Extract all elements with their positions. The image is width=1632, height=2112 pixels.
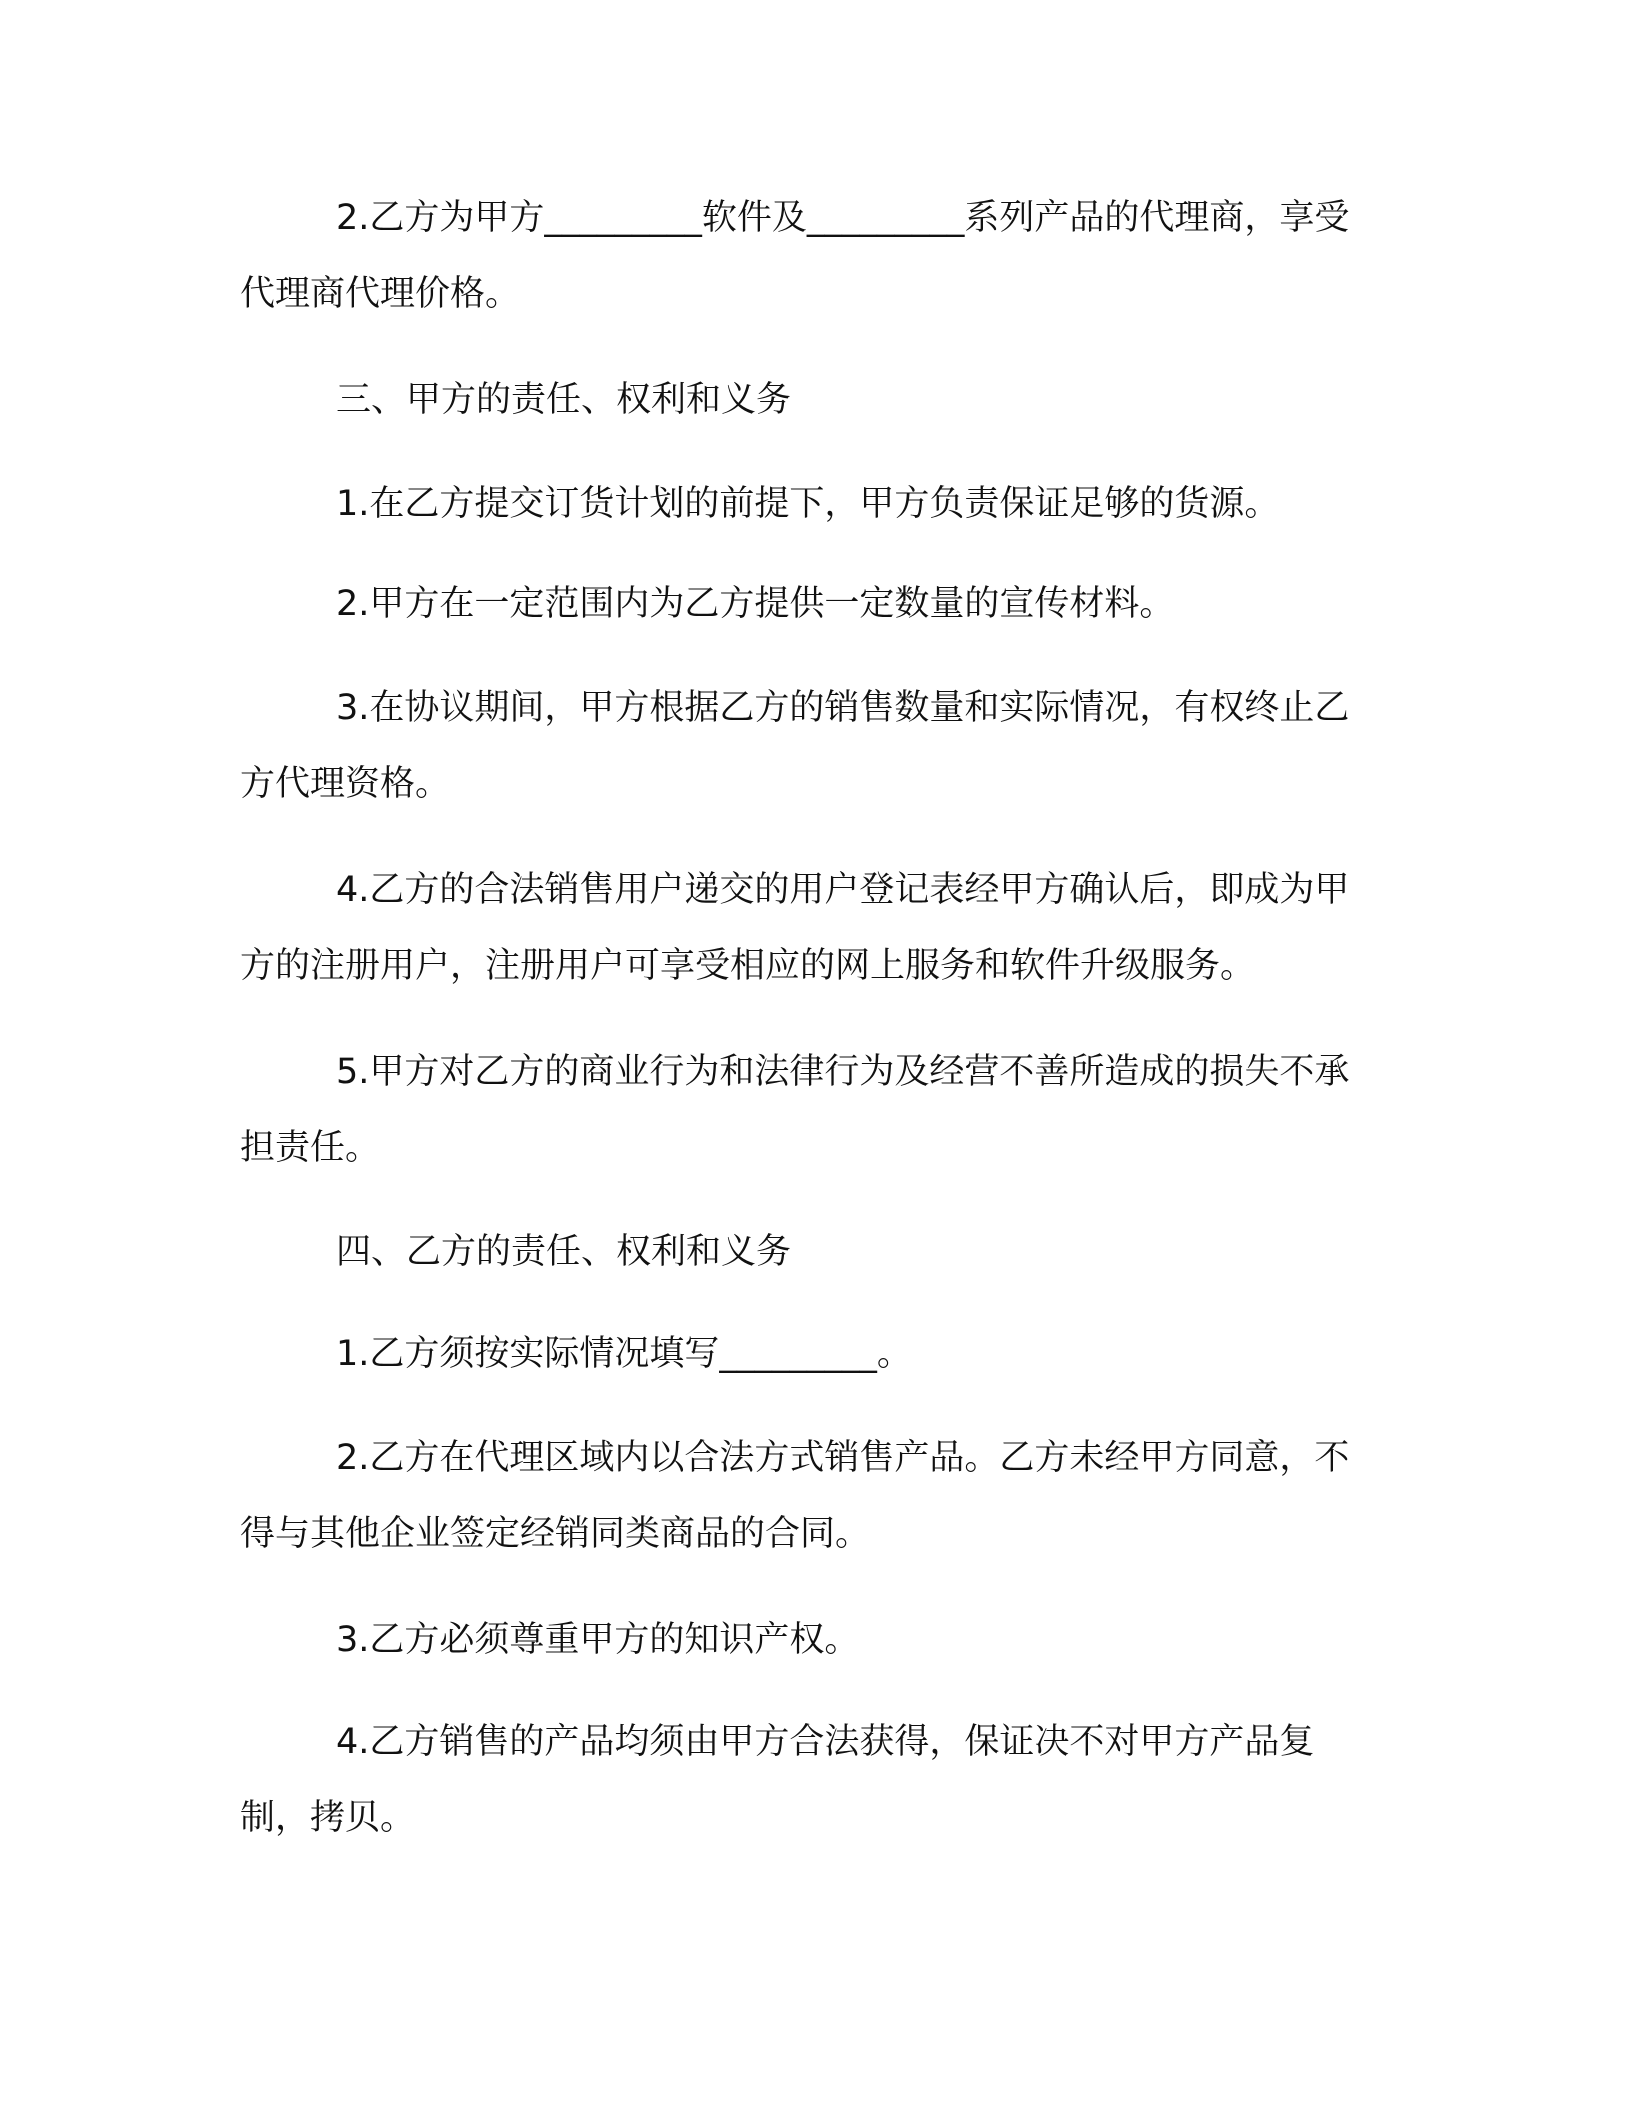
clause-4-4-copy: 4.乙方销售的产品均须由甲方合法获得，保证决不对甲方产品复制，拷贝。 (240, 1722, 1315, 1838)
clause-3-4-registration: 4.乙方的合法销售用户递交的用户登记表经甲方确认后，即成为甲方的注册用户，注册用户可享受相应的网上服务和软件升级服务。 (240, 870, 1350, 986)
clause-3-5-liability: 5.甲方对乙方的商业行为和法律行为及经营不善所造成的损失不承担责任。 (240, 1052, 1350, 1168)
clause-3-2-materials: 2.甲方在一定范围内为乙方提供一定数量的宣传材料。 (336, 584, 1175, 624)
clause-3-2-agent: 2.乙方为甲方_________软件及_________系列产品的代理商，享受代理商代理价格。 (240, 198, 1350, 314)
clause-3-1-supply: 1.在乙方提交订货计划的前提下，甲方负责保证足够的货源。 (336, 484, 1280, 524)
clause-4-1-fill: 1.乙方须按实际情况填写_________。 (336, 1334, 912, 1374)
clause-3-3-termination: 3.在协议期间，甲方根据乙方的销售数量和实际情况，有权终止乙方代理资格。 (240, 688, 1350, 804)
section-4-heading: 四、乙方的责任、权利和义务 (336, 1232, 792, 1272)
clause-4-3-ip: 3.乙方必须尊重甲方的知识产权。 (336, 1620, 860, 1660)
clause-4-2-sales: 2.乙方在代理区域内以合法方式销售产品。乙方未经甲方同意，不得与其他企业签定经销同类商品的合同。 (240, 1438, 1350, 1554)
section-3-heading: 三、甲方的责任、权利和义务 (336, 380, 792, 420)
